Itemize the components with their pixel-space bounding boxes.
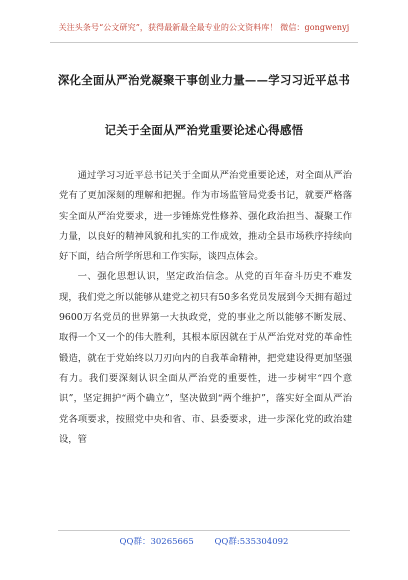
paragraph-section-1: 一、强化思想认识，坚定政治信念。从党的百年奋斗历史不难发现，我们党之所以能够从建党之初只有50多名党员发展到今天拥有超过9600万名党员的世界第一大执政党，党的事业之所以能够不断发展、取得一个又一个的伟大胜利，其根本原因就在于从严治党对党的革命性锻造，就在于党始终以刀刃向内的自我革命精神，把党建设得更加坚强有力。我们要深刻认识全面从严治党的重要性，进一步树牢“四个意识”，坚定拥护“两个确立”，坚决做到“两个维护”，落实好全面从严治党各项要求，按照党中央和省、市、县委要求，进一步深化党的政治建设，管 [59, 271, 352, 445]
qq-group-1: QQ群：30265665 [119, 537, 194, 547]
document-title-line-1: 深化全面从严治党凝聚干事创业力量——学习习近平总书 [57, 73, 351, 87]
promo-header: 关注头条号“公文研究”，获得最新最全最专业的公文资料库！ 微信：gongwenyj [58, 23, 350, 32]
document-title-line-2: 记关于全面从严治党重要论述心得感悟 [104, 123, 304, 137]
footer-divider [58, 530, 350, 531]
qq-group-2: QQ群:535304092 [214, 537, 289, 547]
document-body [59, 166, 352, 450]
paragraph-intro: 通过学习习近平总书记关于全面从严治党重要论述，对全面从严治党有了更加深刻的理解和把握。作为市场监管局党委书记，就要严格落实全面从严治党要求，进一步锤炼党性修养、强化政治担当、凝聚工作力量，以良好的精神风貌和扎实的工作成效，推动全县市场秩序持续向好下面，结合所学所思和工作实际，谈四点体会。 [59, 170, 352, 263]
promo-footer [0, 535, 408, 547]
header-divider [50, 42, 358, 43]
